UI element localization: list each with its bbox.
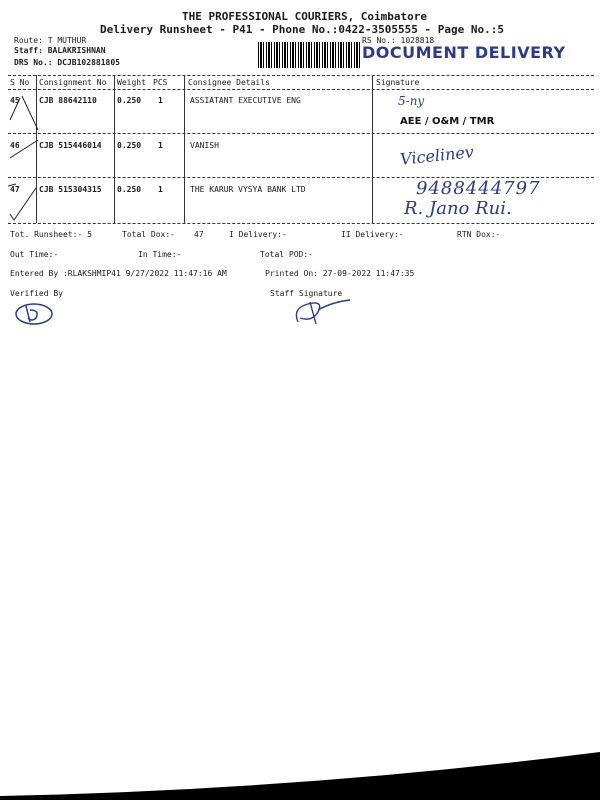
row1-consignee: ASSIATANT EXECUTIVE ENG <box>190 96 301 105</box>
row3-signature-phone: 9488444797 <box>416 178 541 199</box>
row-rule-1 <box>8 133 594 134</box>
total-pod: Total POD:- <box>260 250 313 259</box>
col-divider-4 <box>372 75 373 223</box>
col-header-signature: Signature <box>376 78 420 87</box>
row3-signature-name: R. Jano Rui. <box>404 198 512 219</box>
route-label: Route: T MUTHUR <box>14 36 87 45</box>
col-header-consignment: Consignment No <box>39 78 107 87</box>
staff-signature <box>288 296 356 328</box>
runsheet-title: Delivery Runsheet - P41 - Phone No.:0422-3505555 - Page No.:5 <box>100 23 504 36</box>
table-header-rule <box>8 89 594 90</box>
staff-signature-label: Staff Signature <box>270 289 343 298</box>
out-time: Out Time:- <box>10 250 59 259</box>
document-delivery-stamp: DOCUMENT DELIVERY <box>362 43 566 62</box>
verifier-signature <box>12 300 58 328</box>
row3-sno: 47 <box>10 185 20 194</box>
total-dox-value: 47 <box>194 230 204 239</box>
row2-signature-scribble: Vicelinev <box>399 142 475 169</box>
printed-on: Printed On: 27-09-2022 11:47:35 <box>265 269 415 278</box>
row1-consignment: CJB 88642110 <box>39 96 97 105</box>
row3-pcs: 1 <box>158 185 163 194</box>
col-header-weight: Weight <box>117 78 146 87</box>
row1-signature-stamp: AEE / O&M / TMR <box>400 116 495 127</box>
ii-delivery: II Delivery:- <box>341 230 404 239</box>
row2-consignee: VANISH <box>190 141 219 150</box>
col-header-pcs: PCS <box>153 78 168 87</box>
row3-consignee: THE KARUR VYSYA BANK LTD <box>190 185 306 194</box>
row2-weight: 0.250 <box>117 141 142 150</box>
row3-consignment: CJB 515304315 <box>39 185 102 194</box>
row1-sno: 45 <box>10 96 20 105</box>
row1-weight: 0.250 <box>117 96 142 105</box>
verified-by-label: Verified By <box>10 289 63 298</box>
row1-tick-mark <box>8 92 44 132</box>
row2-consignment: CJB 515446014 <box>39 141 102 150</box>
rtn-dox: RTN Dox:- <box>457 230 501 239</box>
in-time: In Time:- <box>138 250 182 259</box>
company-title: THE PROFESSIONAL COURIERS, Coimbatore <box>182 10 428 23</box>
total-runsheet: Tot. Runsheet:- 5 <box>10 230 92 239</box>
row1-pcs: 1 <box>158 96 163 105</box>
i-delivery: I Delivery:- <box>229 230 287 239</box>
row2-tick-mark <box>8 136 44 176</box>
table-bottom-rule <box>8 223 594 224</box>
drs-label: DRS No.: DCJB102881805 <box>14 58 120 67</box>
col-divider-3 <box>184 75 185 223</box>
entered-by: Entered By :RLAKSHMIP41 9/27/2022 11:47:16 AM <box>10 269 227 278</box>
row3-weight: 0.250 <box>117 185 142 194</box>
col-header-sno: S No <box>10 78 30 87</box>
col-header-consignee: Consignee Details <box>188 78 270 87</box>
row2-sno: 46 <box>10 141 20 150</box>
col-divider-2 <box>114 75 115 223</box>
table-top-rule <box>8 75 594 76</box>
total-dox-label: Total Dox:- <box>122 230 175 239</box>
row2-pcs: 1 <box>158 141 163 150</box>
staff-label: Staff: BALAKRISHNAN <box>14 46 106 55</box>
rs-number: RS No.: 1028818 <box>362 36 435 45</box>
row1-signature-scribble: 5-ny <box>398 94 425 108</box>
barcode <box>258 42 360 68</box>
row3-tick-mark <box>6 180 42 224</box>
